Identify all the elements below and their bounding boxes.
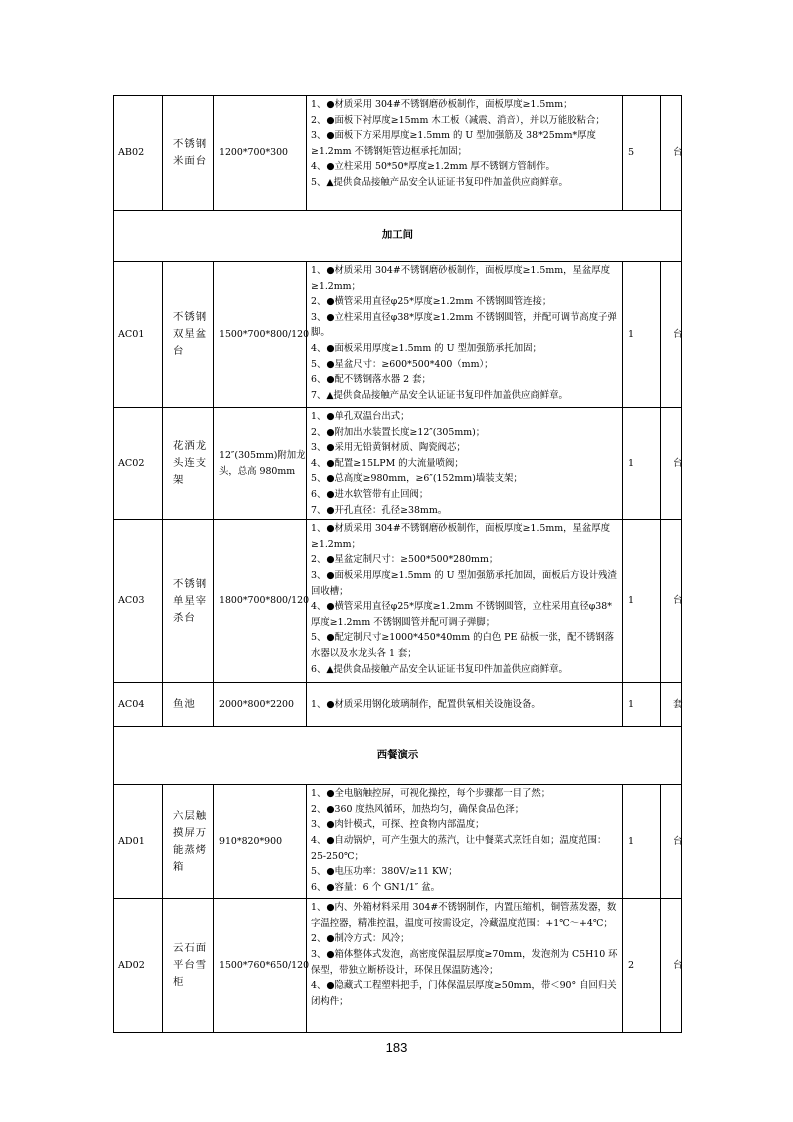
table-row [114, 683, 682, 727]
item-description [307, 785, 623, 899]
description-line: 3、●箱体整体式发泡，高密度保温层厚度≥70mm，发泡剂为 C5H10 环保型，带独立断桥设计，环保且保温防逃冷； [311, 948, 618, 976]
description-line: 2、●制冷方式：风冷； [311, 933, 410, 945]
section-title: 加工间 [114, 211, 682, 262]
description-line: 3、●肉针模式，可探、控食物内部温度； [311, 819, 485, 831]
item-name: 不锈钢米面台 [163, 96, 214, 211]
description-line: 2、●360 度热风循环，加热均匀，确保食品色泽； [311, 803, 525, 815]
description-line: 1、●材质采用 304#不锈钢磨砂板制作，面板厚度≥1.5mm，星盆厚度≥1.2mm； [311, 265, 611, 292]
table-row [114, 899, 682, 1033]
table-row [114, 785, 682, 899]
item-unit: 台 [661, 96, 682, 211]
description-line: 2、●星盆定制尺寸：≥500*500*280mm； [311, 554, 499, 566]
description-line: 1、●材质采用钢化玻璃制作，配置供氧相关设施设备。 [311, 698, 541, 710]
item-spec: 1500*760*650/120 [214, 899, 307, 1033]
table-row [114, 520, 682, 683]
description-line: 5、●配定制尺寸≥1000*450*40mm 的白色 PE 砧板一张，配不锈钢落水器以及水龙头各 1 套； [311, 632, 615, 659]
table-body [114, 96, 682, 1033]
description-line: 6、●配不锈钢落水器 2 套； [311, 374, 431, 386]
item-code: AC01 [114, 262, 163, 408]
item-quantity: 2 [623, 899, 661, 1033]
item-unit: 台 [661, 899, 682, 1033]
item-spec: 1800*700*800/120 [214, 520, 307, 683]
section-row [114, 211, 682, 262]
item-name: 六层触摸屏万能蒸烤箱 [163, 785, 214, 899]
description-line: 4、●横管采用直径φ25*厚度≥1.2mm 不锈钢圆管，立柱采用直径φ38*厚度≥1.2mm 不锈钢圆管并配可调子弹脚； [311, 601, 612, 628]
item-description [307, 96, 623, 211]
item-description [307, 262, 623, 408]
item-unit: 台 [661, 785, 682, 899]
description-line: 1、●全电脑触控屏，可视化操控，每个步骤都一目了然； [311, 788, 551, 800]
item-name: 不锈钢单星宰杀台 [163, 520, 214, 683]
item-description [307, 408, 623, 520]
item-spec: 1200*700*300 [214, 96, 307, 211]
item-unit: 台 [661, 520, 682, 683]
description-line: 4、●配置≥15LPM 的大流量喷阀； [311, 457, 464, 469]
description-line: 1、●材质采用 304#不锈钢磨砂板制作，面板厚度≥1.5mm，星盆厚度≥1.2mm； [311, 523, 611, 550]
item-quantity: 1 [623, 683, 661, 727]
item-code: AD02 [114, 899, 163, 1033]
description-line: 2、●横管采用直径φ25*厚度≥1.2mm 不锈钢圆管连接； [311, 296, 552, 308]
description-line: 4、●面板采用厚度≥1.5mm 的 U 型加强筋承托加固； [311, 342, 542, 354]
item-name: 云石面平台雪柜 [163, 899, 214, 1033]
item-name: 不锈钢双星盆台 [163, 262, 214, 408]
table-row [114, 408, 682, 520]
description-line: 4、●隐藏式工程塑料把手，门体保温层厚度≥50mm，带＜90° 自回归关闭构件； [311, 980, 617, 1007]
item-description [307, 520, 623, 683]
table-row [114, 262, 682, 408]
section-row [114, 727, 682, 785]
item-description [307, 683, 623, 727]
item-code: AD01 [114, 785, 163, 899]
description-line: 4、●立柱采用 50*50*厚度≥1.2mm 厚不锈钢方管制作。 [311, 161, 555, 173]
description-line: 4、●自动锅炉，可产生强大的蒸汽，让中餐菜式烹饪自如；温度范围：25-250℃； [311, 834, 607, 862]
description-line: 1、●单孔双温台出式； [311, 411, 410, 422]
table-row [114, 96, 682, 211]
description-line: 6、▲提供食品接触产品安全认证证书复印件加盖供应商鲜章。 [311, 663, 568, 675]
item-unit: 台 [661, 408, 682, 520]
item-spec: 1500*700*800/120 [214, 262, 307, 408]
description-line: 3、●面板采用厚度≥1.5mm 的 U 型加强筋承托加固，面板后方设计残渣回收槽； [311, 569, 617, 597]
item-unit: 台 [661, 262, 682, 408]
item-code: AC02 [114, 408, 163, 520]
description-line: 7、●开孔直径：孔径≥38mm。 [311, 504, 448, 516]
item-code: AB02 [114, 96, 163, 211]
equipment-spec-table [113, 95, 682, 1033]
item-name: 鱼池 [163, 683, 214, 727]
description-line: 3、●采用无铅黄铜材质、陶瓷阀芯； [311, 442, 466, 454]
description-line: 5、●总高度≥980mm，≥6″(152mm)墙装支架； [311, 473, 523, 485]
item-description [307, 899, 623, 1033]
item-quantity: 1 [623, 785, 661, 899]
item-name: 花洒龙头连支架 [163, 408, 214, 520]
description-line: 5、●星盆尺寸：≥600*500*400（mm）； [311, 358, 494, 370]
item-spec: 12″(305mm)附加龙头，总高 980mm [214, 408, 307, 520]
item-unit: 套 [661, 683, 682, 727]
section-title: 西餐演示 [114, 727, 682, 785]
description-line: 3、●立柱采用直径φ38*厚度≥1.2mm 不锈钢圆管，并配可调节高度子弹脚。 [311, 311, 617, 339]
item-spec: 910*820*900 [214, 785, 307, 899]
description-line: 6、●进水软管带有止回阀； [311, 488, 429, 500]
item-quantity: 1 [623, 520, 661, 683]
page-number: 183 [385, 1040, 408, 1055]
description-line: 2、●面板下衬厚度≥15mm 木工板（减震、消音），并以万能胶粘合； [311, 114, 605, 126]
item-quantity: 5 [623, 96, 661, 211]
description-line: 3、●面板下方采用厚度≥1.5mm 的 U 型加强筋及 38*25mm*厚度≥1.2mm 不锈钢矩管边框承托加固； [311, 130, 596, 157]
description-line: 1、●内、外箱材料采用 304#不锈钢制作，内置压缩机，铜管蒸发器，数字温控器，精准控温，温度可按需设定，冷藏温度范围：+1℃～+4℃； [311, 902, 617, 929]
description-line: 1、●材质采用 304#不锈钢磨砂板制作，面板厚度≥1.5mm； [311, 99, 573, 110]
item-quantity: 1 [623, 262, 661, 408]
description-line: 5、▲提供食品接触产品安全认证证书复印件加盖供应商鲜章。 [311, 176, 568, 188]
description-line: 5、●电压功率：380V/≥11 KW； [311, 866, 458, 878]
item-quantity: 1 [623, 408, 661, 520]
description-line: 2、●附加出水装置长度≥12″(305mm)； [311, 426, 486, 438]
description-line: 6、●容量：6 个 GN1/1″ 盆。 [311, 881, 440, 893]
item-code: AC04 [114, 683, 163, 727]
item-spec: 2000*800*2200 [214, 683, 307, 727]
item-code: AC03 [114, 520, 163, 683]
description-line: 7、▲提供食品接触产品安全认证证书复印件加盖供应商鲜章。 [311, 389, 568, 401]
